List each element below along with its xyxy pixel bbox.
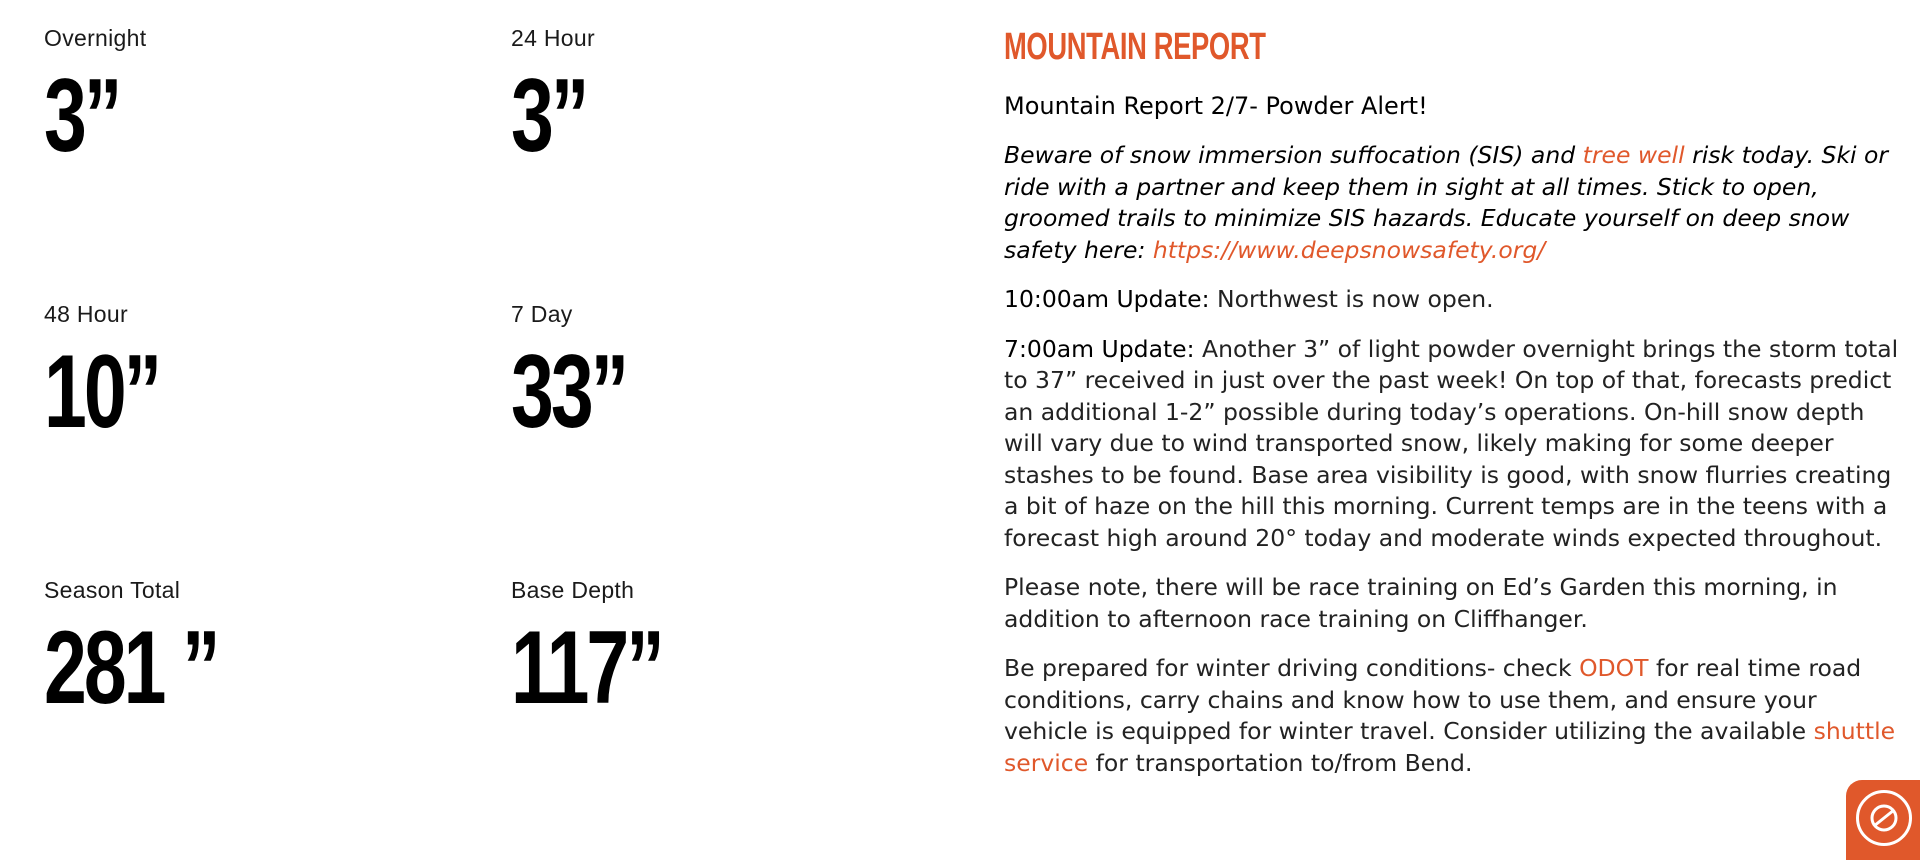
driving-text: Be prepared for winter driving conditions- check bbox=[1004, 654, 1580, 682]
stat-24-hour bbox=[511, 24, 613, 174]
report-title: Mountain Report 2/7- Powder Alert! bbox=[1004, 92, 1428, 120]
stat-value: 10” bbox=[44, 334, 160, 450]
stat-label: Season Total bbox=[44, 577, 181, 603]
stat-value: 3” bbox=[44, 58, 120, 174]
stat-label: Overnight bbox=[44, 25, 147, 51]
update-10am bbox=[1004, 284, 1904, 316]
chat-widget-button[interactable] bbox=[1846, 780, 1920, 860]
stat-label: Base Depth bbox=[511, 577, 635, 603]
stat-season-total bbox=[44, 576, 278, 726]
stat-7-day bbox=[511, 300, 667, 450]
mountain-report bbox=[1004, 26, 1904, 779]
update-label: 10:00am Update: bbox=[1004, 285, 1210, 313]
chat-badge-icon bbox=[1856, 790, 1912, 846]
stat-label: 7 Day bbox=[511, 301, 573, 327]
stat-48-hour bbox=[44, 300, 200, 450]
safety-paragraph bbox=[1004, 140, 1904, 266]
update-7am bbox=[1004, 334, 1904, 555]
shuttle-service-link[interactable]: shuttle service bbox=[1004, 717, 1896, 777]
driving-paragraph bbox=[1004, 653, 1904, 779]
stat-value: 281 ” bbox=[44, 610, 218, 726]
odot-link[interactable]: ODOT bbox=[1579, 654, 1649, 682]
stat-base-depth bbox=[511, 576, 715, 726]
stat-value: 3” bbox=[511, 58, 587, 174]
update-text: Another 3” of light powder overnight brings the storm total to 37” received in just over the past week! On top of that, forecasts predict an additional 1-2” possible during today’s operations. On-hill snow depth will vary due to wind transported snow, likely making for some deeper stashes to be found. Base area visibility is good, with snow flurries creating a bit of haze on the hill this morning. Current temps are in the teens with a forecast high around 20° today and moderate winds expected throughout. bbox=[1004, 334, 1899, 552]
tree-well-link[interactable]: tree well bbox=[1582, 141, 1685, 169]
report-heading: MOUNTAIN REPORT bbox=[1004, 26, 1266, 68]
deep-snow-safety-link[interactable]: https://www.deepsnowsafety.org/ bbox=[1152, 235, 1546, 264]
update-text: Northwest is now open. bbox=[1209, 285, 1494, 313]
race-training-note: Please note, there will be race training on Ed’s Garden this morning, in addition to afternoon race training on Cliffhanger. bbox=[1004, 573, 1838, 633]
update-label: 7:00am Update: bbox=[1004, 334, 1195, 363]
driving-text: for real time road conditions, carry chains and know how to use them, and ensure your vehicle is equipped for winter travel. Consider utilizing the available bbox=[1004, 654, 1862, 745]
stat-label: 48 Hour bbox=[44, 301, 128, 327]
stat-value: 117” bbox=[511, 610, 662, 726]
stat-label: 24 Hour bbox=[511, 25, 595, 51]
safety-text: risk today. Ski or ride with a partner and keep them in sight at all times. Stick to open, groomed trails to minimize SIS hazards. Educate yourself on deep snow safety here: bbox=[1004, 141, 1889, 264]
stat-value: 33” bbox=[511, 334, 627, 450]
driving-text: for transportation to/from Bend. bbox=[1088, 748, 1473, 777]
safety-text: Beware of snow immersion suffocation (SIS) and bbox=[1004, 141, 1583, 169]
stat-overnight bbox=[44, 24, 147, 174]
